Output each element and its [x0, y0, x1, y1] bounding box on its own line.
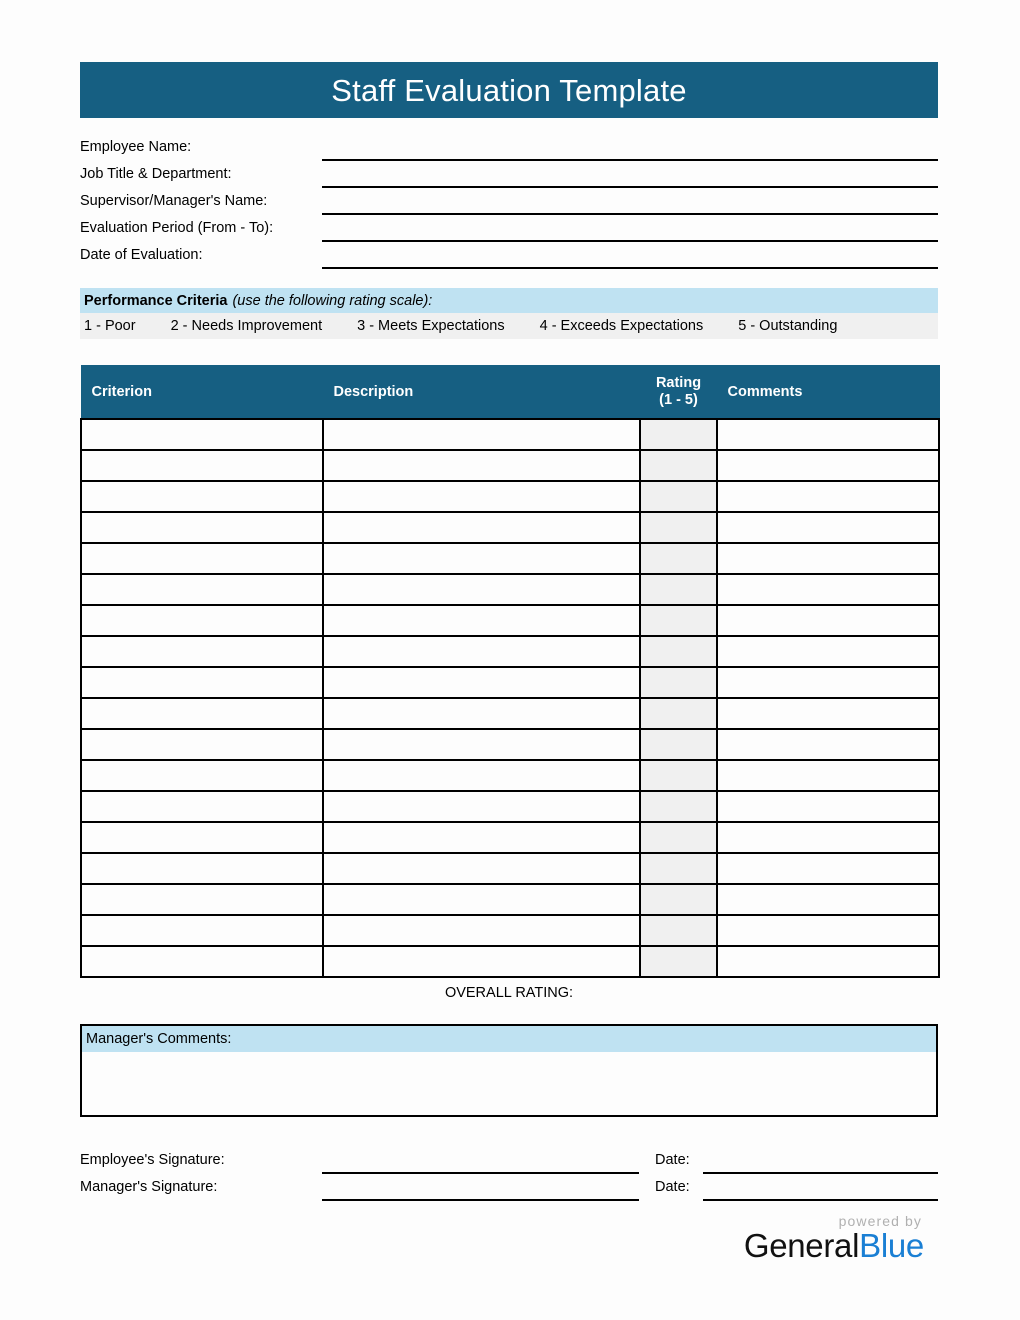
- cell-comments[interactable]: [717, 853, 939, 884]
- table-row: [81, 667, 939, 698]
- rating-scale-legend: [80, 313, 938, 339]
- performance-criteria-heading: [80, 288, 938, 313]
- column-header-rating-line2: (1 - 5): [659, 392, 698, 408]
- cell-criterion[interactable]: [81, 636, 323, 667]
- label-manager-signature-date: Date:: [655, 1179, 690, 1195]
- table-row: [81, 822, 939, 853]
- cell-description[interactable]: [323, 791, 640, 822]
- rating-scale-item-3: 3 - Meets Expectations: [357, 318, 505, 334]
- cell-criterion[interactable]: [81, 698, 323, 729]
- cell-rating[interactable]: [640, 419, 717, 450]
- manager-comments-label: Manager's Comments:: [82, 1026, 936, 1052]
- cell-criterion[interactable]: [81, 574, 323, 605]
- cell-comments[interactable]: [717, 543, 939, 574]
- cell-description[interactable]: [323, 543, 640, 574]
- cell-rating[interactable]: [640, 791, 717, 822]
- cell-description[interactable]: [323, 481, 640, 512]
- cell-description[interactable]: [323, 450, 640, 481]
- signature-row-employee: [80, 1147, 938, 1174]
- logo-wordmark-blue: Blue: [859, 1227, 924, 1264]
- cell-description[interactable]: [323, 636, 640, 667]
- table-row: [81, 884, 939, 915]
- table-row: [81, 698, 939, 729]
- input-employee-name[interactable]: [322, 137, 938, 161]
- cell-rating[interactable]: [640, 884, 717, 915]
- cell-comments[interactable]: [717, 946, 939, 977]
- table-row: [81, 853, 939, 884]
- label-job-title-department: Job Title & Department:: [80, 166, 232, 182]
- cell-comments[interactable]: [717, 822, 939, 853]
- table-row: [81, 791, 939, 822]
- cell-criterion[interactable]: [81, 481, 323, 512]
- performance-criteria-subtitle: (use the following rating scale):: [232, 292, 433, 309]
- form-row-evaluation-period: [80, 215, 938, 242]
- label-employee-name: Employee Name:: [80, 139, 192, 155]
- cell-criterion[interactable]: [81, 729, 323, 760]
- cell-rating[interactable]: [640, 853, 717, 884]
- cell-criterion[interactable]: [81, 419, 323, 450]
- cell-comments[interactable]: [717, 667, 939, 698]
- input-employee-signature[interactable]: [322, 1150, 639, 1174]
- table-row: [81, 481, 939, 512]
- table-row: [81, 729, 939, 760]
- cell-criterion[interactable]: [81, 822, 323, 853]
- cell-rating[interactable]: [640, 636, 717, 667]
- cell-description[interactable]: [323, 822, 640, 853]
- cell-rating[interactable]: [640, 574, 717, 605]
- criteria-table-header-row: [81, 366, 939, 420]
- performance-criteria-title: Performance Criteria: [84, 292, 228, 309]
- cell-rating[interactable]: [640, 729, 717, 760]
- cell-comments[interactable]: [717, 760, 939, 791]
- cell-rating[interactable]: [640, 667, 717, 698]
- cell-description[interactable]: [323, 760, 640, 791]
- document-sheet: [80, 62, 938, 1265]
- cell-comments[interactable]: [717, 574, 939, 605]
- input-evaluation-period[interactable]: [322, 218, 938, 242]
- table-row: [81, 543, 939, 574]
- cell-criterion[interactable]: [81, 667, 323, 698]
- cell-criterion[interactable]: [81, 605, 323, 636]
- cell-description[interactable]: [323, 946, 640, 977]
- cell-rating[interactable]: [640, 760, 717, 791]
- cell-comments[interactable]: [717, 698, 939, 729]
- cell-criterion[interactable]: [81, 915, 323, 946]
- form-row-job-title: [80, 161, 938, 188]
- cell-comments[interactable]: [717, 512, 939, 543]
- cell-comments[interactable]: [717, 636, 939, 667]
- cell-comments[interactable]: [717, 481, 939, 512]
- criteria-table-body: [81, 419, 939, 977]
- table-row: [81, 512, 939, 543]
- table-row: [81, 760, 939, 791]
- cell-description[interactable]: [323, 853, 640, 884]
- table-row: [81, 605, 939, 636]
- cell-rating[interactable]: [640, 450, 717, 481]
- rating-scale-item-4: 4 - Exceeds Expectations: [539, 318, 704, 334]
- employee-info-form: [80, 134, 938, 269]
- logo-powered-by-text: powered by: [838, 1213, 922, 1229]
- label-evaluation-period: Evaluation Period (From - To):: [80, 220, 274, 236]
- label-employee-signature-date: Date:: [655, 1152, 690, 1168]
- cell-comments[interactable]: [717, 915, 939, 946]
- input-supervisor-name[interactable]: [322, 191, 938, 215]
- table-row: [81, 450, 939, 481]
- cell-rating[interactable]: [640, 512, 717, 543]
- label-supervisor-name: Supervisor/Manager's Name:: [80, 193, 268, 209]
- cell-description[interactable]: [323, 574, 640, 605]
- table-row: [81, 574, 939, 605]
- signature-section: [80, 1147, 938, 1201]
- cell-rating[interactable]: [640, 481, 717, 512]
- overall-rating-label: OVERALL RATING:: [444, 985, 574, 1001]
- column-header-comments: Comments: [717, 366, 939, 420]
- column-header-criterion: Criterion: [81, 366, 323, 420]
- table-row: [81, 946, 939, 977]
- cell-description[interactable]: [323, 667, 640, 698]
- label-manager-signature: Manager's Signature:: [80, 1179, 218, 1195]
- cell-description[interactable]: [323, 729, 640, 760]
- input-date-of-evaluation[interactable]: [322, 245, 938, 269]
- column-header-rating: [640, 366, 717, 420]
- input-manager-signature-date[interactable]: [703, 1177, 938, 1201]
- cell-description[interactable]: [323, 419, 640, 450]
- cell-rating[interactable]: [640, 915, 717, 946]
- cell-comments[interactable]: [717, 450, 939, 481]
- logo-wordmark-general: General: [743, 1227, 860, 1264]
- cell-criterion[interactable]: [81, 450, 323, 481]
- logo-wordmark: [744, 1228, 924, 1265]
- signature-row-manager: [80, 1174, 938, 1201]
- cell-rating[interactable]: [640, 543, 717, 574]
- cell-description[interactable]: [323, 512, 640, 543]
- document-title-bar: [80, 62, 938, 118]
- performance-criteria-table: [80, 365, 940, 978]
- cell-rating[interactable]: [640, 605, 717, 636]
- cell-criterion[interactable]: [81, 946, 323, 977]
- column-header-description: Description: [323, 366, 640, 420]
- input-job-title-department[interactable]: [322, 164, 938, 188]
- rating-scale-item-5: 5 - Outstanding: [738, 318, 838, 334]
- cell-description[interactable]: [323, 915, 640, 946]
- table-row: [81, 636, 939, 667]
- manager-comments-box: [80, 1024, 938, 1117]
- label-employee-signature: Employee's Signature:: [80, 1152, 225, 1168]
- cell-rating[interactable]: [640, 822, 717, 853]
- rating-scale-item-2: 2 - Needs Improvement: [170, 318, 323, 334]
- label-date-of-evaluation: Date of Evaluation:: [80, 247, 203, 263]
- cell-comments[interactable]: [717, 729, 939, 760]
- criteria-table-header: [81, 366, 939, 420]
- form-row-supervisor-name: [80, 188, 938, 215]
- cell-criterion[interactable]: [81, 512, 323, 543]
- manager-comments-textarea[interactable]: [82, 1052, 936, 1115]
- cell-comments[interactable]: [717, 419, 939, 450]
- rating-scale-item-1: 1 - Poor: [84, 318, 136, 334]
- cell-criterion[interactable]: [81, 760, 323, 791]
- cell-description[interactable]: [323, 884, 640, 915]
- cell-rating[interactable]: [640, 946, 717, 977]
- table-row: [81, 419, 939, 450]
- cell-comments[interactable]: [717, 884, 939, 915]
- cell-rating[interactable]: [640, 698, 717, 729]
- cell-description[interactable]: [323, 605, 640, 636]
- generalblue-logo: [80, 1214, 938, 1265]
- cell-comments[interactable]: [717, 605, 939, 636]
- input-employee-signature-date[interactable]: [703, 1150, 938, 1174]
- column-header-rating-line1: Rating: [655, 375, 702, 392]
- cell-criterion[interactable]: [81, 791, 323, 822]
- cell-description[interactable]: [323, 698, 640, 729]
- input-manager-signature[interactable]: [322, 1177, 639, 1201]
- form-row-date-of-evaluation: [80, 242, 938, 269]
- form-row-employee-name: [80, 134, 938, 161]
- table-row: [81, 915, 939, 946]
- cell-criterion[interactable]: [81, 543, 323, 574]
- cell-criterion[interactable]: [81, 884, 323, 915]
- page-title: Staff Evaluation Template: [331, 72, 687, 108]
- cell-criterion[interactable]: [81, 853, 323, 884]
- cell-comments[interactable]: [717, 791, 939, 822]
